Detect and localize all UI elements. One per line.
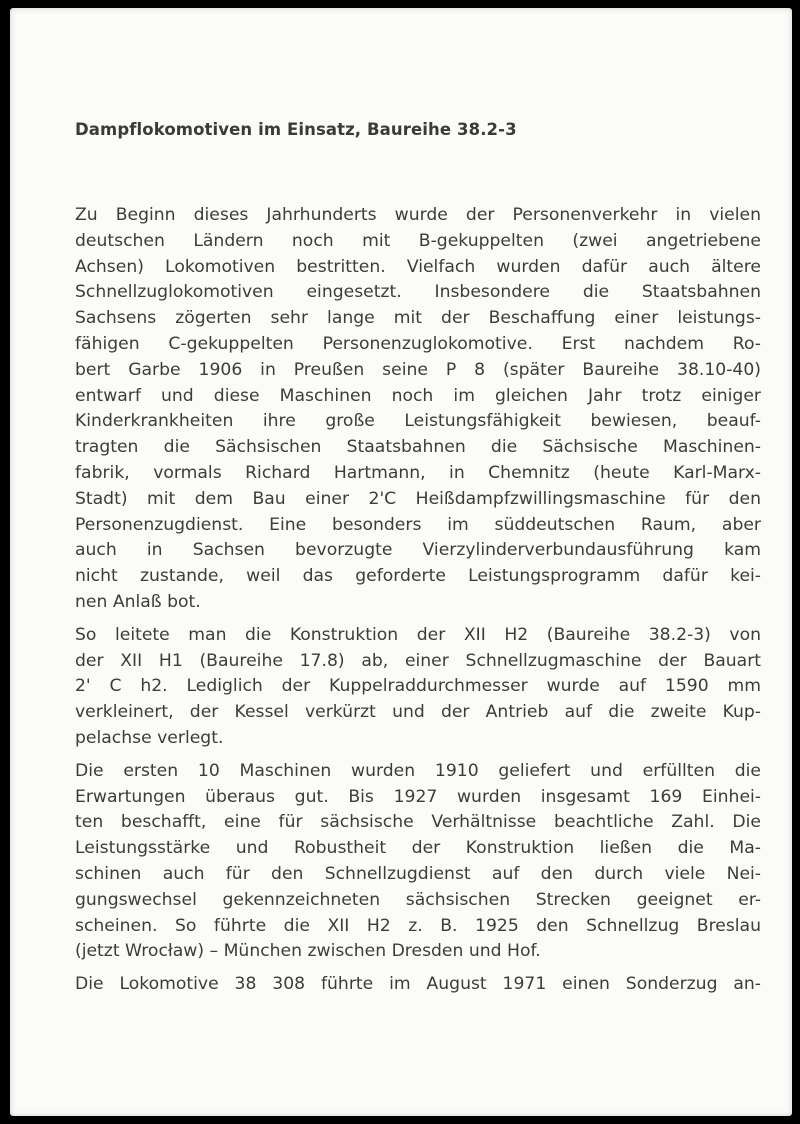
paragraph: [75, 759, 761, 965]
text-line: Leistungsstärke und Robustheit der Konstruktion ließen die Ma-: [75, 838, 761, 859]
text-line: Stadt) mit dem Bau einer 2'C Heißdampfzwillingsmaschine für den: [75, 488, 761, 509]
text-line: schinen auch für den Schnellzugdienst auf den durch viele Nei-: [75, 863, 761, 884]
text-line: Sachsens zögerten sehr lange mit der Beschaffung einer leistungs-: [75, 308, 761, 329]
text-line: nicht zustande, weil das geforderte Leistungsprogramm dafür kei-: [75, 566, 761, 587]
text-line: deutschen Ländern noch mit B-gekuppelten (zwei angetriebene: [75, 230, 761, 251]
document-title: Dampflokomotiven im Einsatz, Baureihe 38.2-3: [75, 120, 517, 139]
text-line: tragten die Sächsischen Staatsbahnen die Sächsische Maschinen-: [75, 437, 761, 458]
text-line: Die ersten 10 Maschinen wurden 1910 geliefert und erfüllten die: [75, 760, 761, 781]
text-line: der XII H1 (Baureihe 17.8) ab, einer Schnellzugmaschine der Bauart: [75, 650, 761, 671]
document-page: [10, 8, 792, 1116]
text-line: gungswechsel gekennzeichneten sächsischen Strecken geeignet er-: [75, 889, 761, 910]
text-line: Kinderkrankheiten ihre große Leistungsfähigkeit bewiesen, beauf-: [75, 411, 761, 432]
paragraph: [75, 203, 761, 616]
text-line: scheinen. So führte die XII H2 z. B. 1925 den Schnellzug Breslau: [75, 915, 761, 936]
text-line: Erwartungen überaus gut. Bis 1927 wurden insgesamt 169 Einhei-: [75, 786, 761, 807]
text-line: Die Lokomotive 38 308 führte im August 1971 einen Sonderzug an-: [75, 974, 761, 995]
text-line: 2' C h2. Lediglich der Kuppelraddurchmesser wurde auf 1590 mm: [75, 676, 761, 697]
text-line: nen Anlaß bot.: [75, 591, 201, 612]
text-line: (jetzt Wrocław) – München zwischen Dresden und Hof.: [75, 941, 541, 962]
text-line: bert Garbe 1906 in Preußen seine P 8 (später Baureihe 38.10-40): [75, 359, 761, 380]
text-line: Zu Beginn dieses Jahrhunderts wurde der Personenverkehr in vielen: [75, 205, 761, 225]
text-line: fähigen C-gekuppelten Personenzuglokomotive. Erst nachdem Ro-: [75, 333, 761, 354]
text-line: ten beschafft, eine für sächsische Verhältnisse beachtliche Zahl. Die: [75, 812, 761, 833]
paragraph: [75, 972, 761, 998]
text-line: Schnellzuglokomotiven eingesetzt. Insbesondere die Staatsbahnen: [75, 282, 761, 303]
text-line: pelachse verlegt.: [75, 727, 224, 748]
paragraph: [75, 623, 761, 752]
text-line: So leitete man die Konstruktion der XII H2 (Baureihe 38.2-3) von: [75, 624, 761, 645]
text-line: entwarf und diese Maschinen noch im gleichen Jahr trotz einiger: [75, 385, 761, 406]
text-line: auch in Sachsen bevorzugte Vierzylinderverbundausführung kam: [75, 540, 761, 561]
text-line: Personenzugdienst. Eine besonders im süddeutschen Raum, aber: [75, 514, 761, 535]
document-body: [75, 203, 761, 998]
text-line: Achsen) Lokomotiven bestritten. Vielfach wurden dafür auch ältere: [75, 256, 761, 277]
text-line: fabrik, vormals Richard Hartmann, in Chemnitz (heute Karl-Marx-: [75, 462, 761, 483]
text-line: verkleinert, der Kessel verkürzt und der Antrieb auf die zweite Kup-: [75, 702, 761, 723]
